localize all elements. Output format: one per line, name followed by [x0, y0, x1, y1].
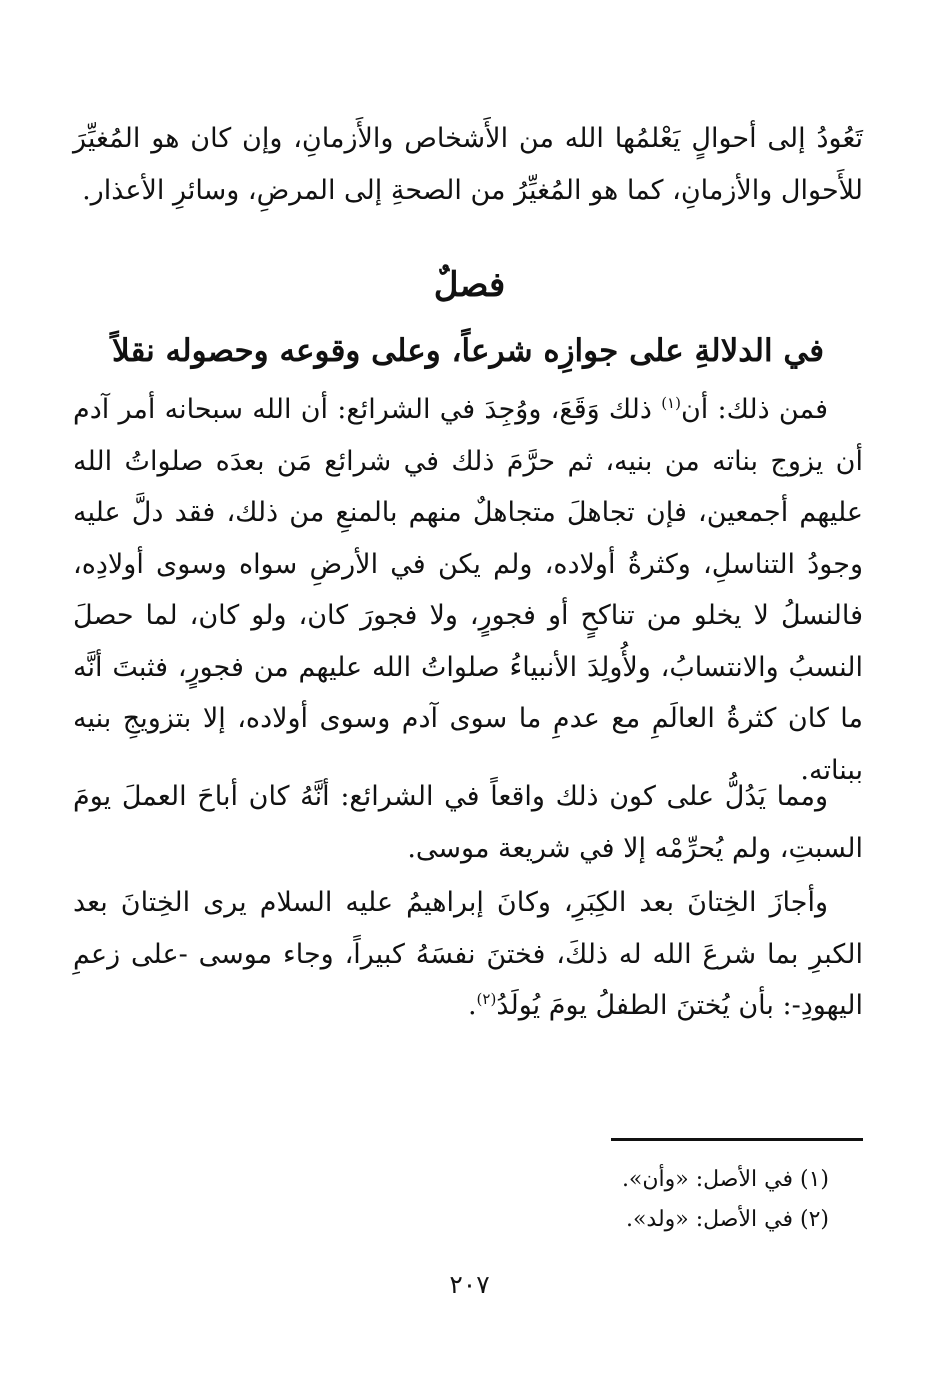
paragraph-3-end: .: [467, 990, 477, 1021]
paragraph-1: [73, 384, 863, 796]
paragraph-3: [73, 877, 863, 1032]
paragraph-2: ومما يَدُلُّ على كون ذلك واقعاً في الشرائع: أنَّهُ كان أباحَ العملَ يومَ السبتِ، ولم يُحرِّمْه إلا في شريعة موسى.: [73, 781, 863, 864]
footnote-ref-2: (٢): [476, 990, 497, 1008]
footnotes: [329, 1160, 829, 1240]
footnote-ref-1: (١): [661, 394, 681, 412]
section-title: فصلٌ: [433, 265, 506, 305]
intro-paragraph: تَعُودُ إلى أحوالٍ يَعْلمُها الله من الأَشخاص والأَزمانِ، وإن كان هو المُغيِّرَ للأَحوال والأزمانِ، كما هو المُغيِّرُ من الصحةِ إلى المرضِ، وسائرِ الأعذار.: [73, 123, 863, 206]
footnote-1: (١) في الأصل: «وأن».: [621, 1167, 829, 1192]
paragraph-1-text-b: ذلك وَقَعَ، ووُجِدَ في الشرائع: أن الله سبحانه أمر آدم أن يزوج بناته من بنيه، ثم حرَّمَ ذلك في شرائع مَن بعدَه صلواتُ الله عليهم أجمعين، فإن تجاهلَ متجاهلٌ منهم بالمنعِ من ذلك، فقد دلَّ عليه وجودُ التناسلِ، وكثرةُ أولاده، ولم يكن في الأرضِ سواه وسوى أولادِه، فالنسلُ لا يخلو من تناكحٍ أو فجورٍ، ولا فجورَ كان، ولو كان، لما حصلَ النسبُ والانتسابُ، ولأُولِدَ الأنبياءُ صلواتُ الله عليهم من فجورٍ، فثبتَ أنَّه ما كان كثرةُ العالَمِ مع عدمِ ما سوى آدم وسوى أولاده، إلا بتزويجِ بنيه ببناته.: [73, 394, 863, 786]
page-number: ٢٠٧: [449, 1270, 490, 1299]
paragraph-1-text-a: فمن ذلك: أن: [680, 394, 828, 425]
footnote-divider: [611, 1138, 863, 1141]
section-subtitle: في الدلالةِ على جوازِه شرعاً، وعلى وقوعه وحصوله نقلاً: [111, 333, 825, 369]
footnote-2: (٢) في الأصل: «ولد».: [625, 1207, 829, 1232]
paragraph-3-text-a: وأجازَ الخِتانَ بعد الكِبَرِ، وكانَ إبراهيمُ عليه السلام يرى الخِتانَ بعد الكبرِ بما شرعَ الله له ذلكَ، فختنَ نفسَهُ كبيراً، وجاء موسى -على زعمِ اليهودِ-: بأن يُختنَ الطفلُ يومَ يُولَدُ: [73, 887, 863, 1021]
